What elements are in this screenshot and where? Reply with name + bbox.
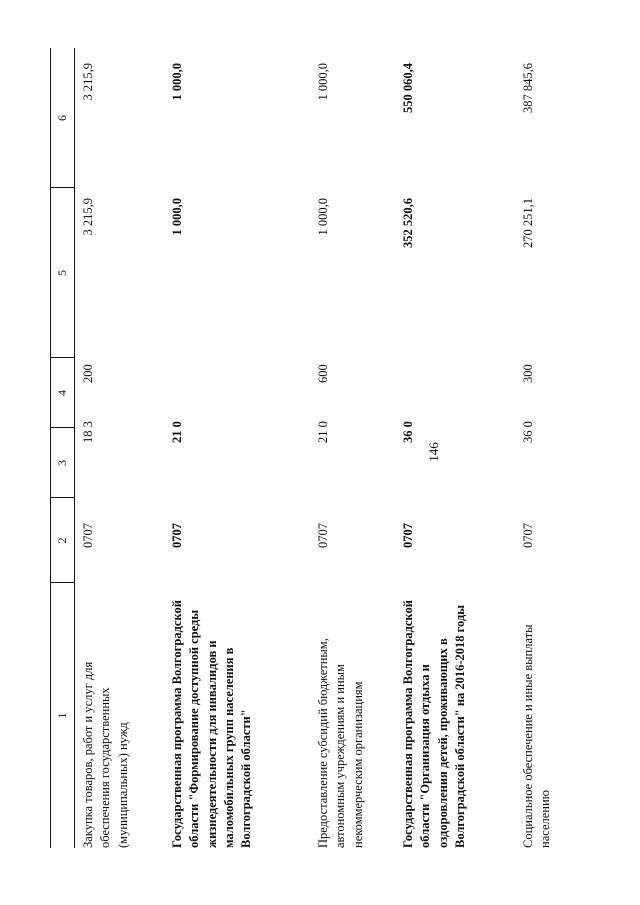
row-col4: 300 xyxy=(521,364,535,383)
row-name: Государственная программа Волгоградской области "Организация отдыха и оздоровления детей, проживающих в Волгоградской области" на 2016-2018 годы xyxy=(401,600,467,848)
row-col5: 1 000,0 xyxy=(316,198,330,236)
row-col5: 1 000,0 xyxy=(170,198,184,236)
row-col3: 21 0 xyxy=(170,421,184,443)
row-col6: 3 215,9 xyxy=(81,63,95,101)
row-col5: 3 215,9 xyxy=(81,198,95,236)
header-bottom-border xyxy=(74,48,75,848)
row-col4: 600 xyxy=(316,364,330,383)
row-col5: 270 251,1 xyxy=(521,198,535,248)
row-name: Предоставление субсидий бюджетным, автономным учреждениям и иным некоммерческим организациям xyxy=(316,638,365,848)
row-col6: 387 845,6 xyxy=(521,63,535,113)
page-number: 146 xyxy=(426,442,441,462)
header-col-5: 5 xyxy=(54,270,69,276)
row-col6: 1 000,0 xyxy=(170,63,184,101)
rotated-table xyxy=(50,48,590,848)
header-col-2: 2 xyxy=(54,537,69,544)
header-col-1: 1 xyxy=(54,712,69,719)
row-code: 0707 xyxy=(521,523,535,548)
row-name: Закупка товаров, работ и услуг для обеспечения государственных (муниципальных) нужд xyxy=(81,661,130,848)
header-col-4: 4 xyxy=(54,390,69,396)
header-col-3: 3 xyxy=(54,460,69,466)
row-code: 0707 xyxy=(81,523,95,548)
row-code: 0707 xyxy=(170,523,184,548)
row-code: 0707 xyxy=(401,523,415,548)
row-col6: 1 000,0 xyxy=(316,63,330,101)
header-col-6: 6 xyxy=(54,115,69,121)
row-col3: 36 0 xyxy=(521,421,535,443)
row-name: Государственная программа Волгоградской области "Формирование доступной среды жизнедеятельности для инвалидов и маломобильных групп населения в Волгоградской области" xyxy=(170,600,253,848)
row-col6: 550 060,4 xyxy=(401,63,415,113)
row-code: 0707 xyxy=(316,523,330,548)
row-col3: 21 0 xyxy=(316,421,330,443)
row-col4: 200 xyxy=(81,364,95,383)
row-name: Социальное обеспечение и иные выплаты населению xyxy=(521,624,553,848)
row-col3: 18 3 xyxy=(81,421,95,443)
row-col3: 36 0 xyxy=(401,421,415,443)
row-col5: 352 520,6 xyxy=(401,198,415,248)
